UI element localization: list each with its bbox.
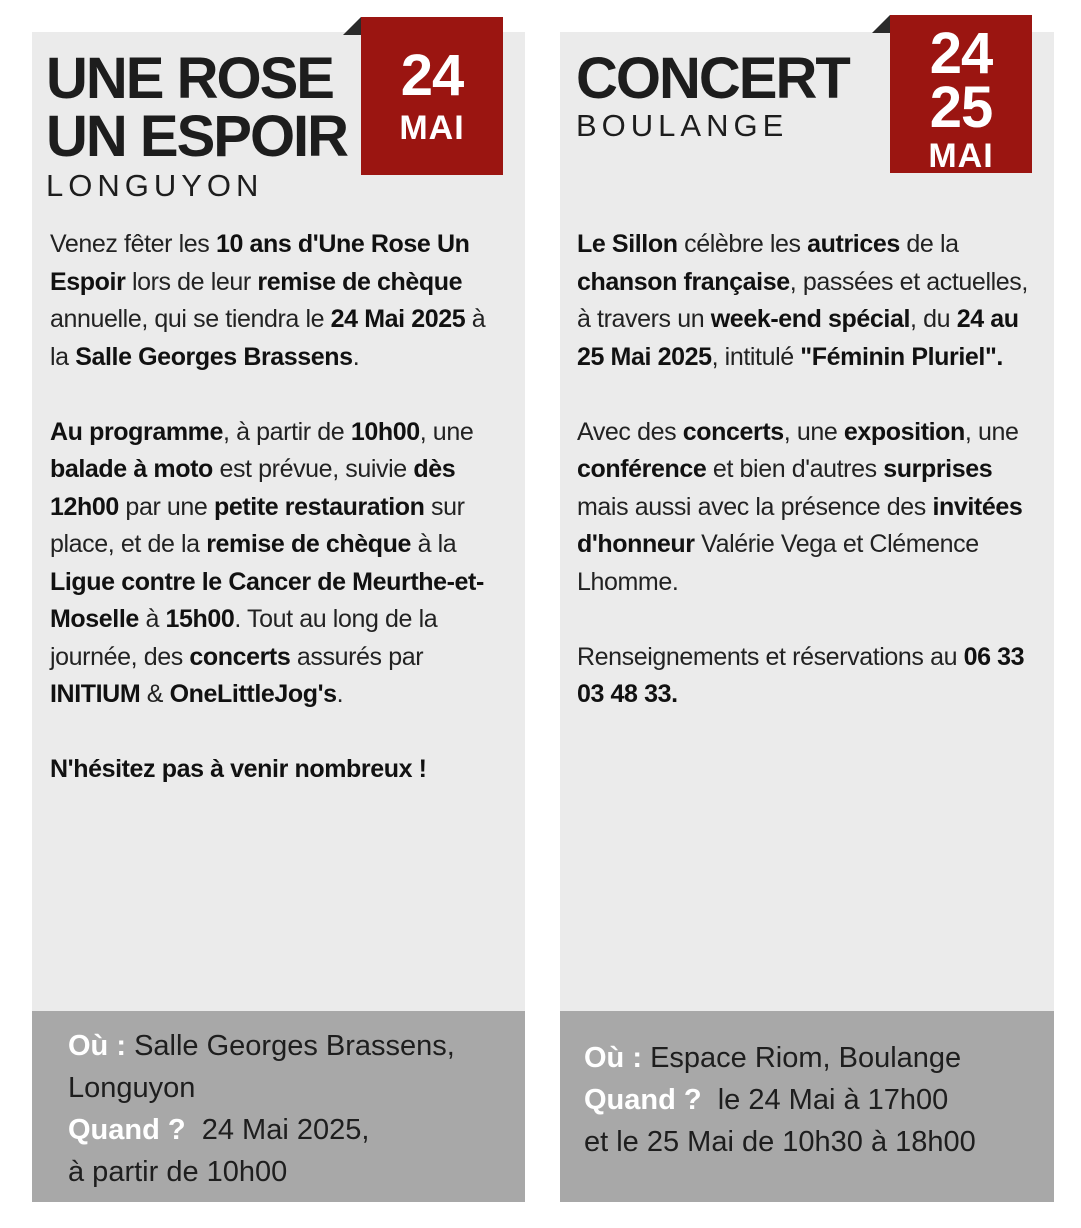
- paragraph-contact: [577, 639, 1039, 714]
- highlight-text: Salle Georges Brassens: [75, 342, 353, 371]
- highlight-text: concerts: [682, 417, 784, 446]
- highlight-text: remise de chèque: [206, 530, 412, 558]
- body-text-run: à la: [50, 305, 486, 371]
- where-value: Salle Georges Brassens,: [134, 1030, 455, 1062]
- body-text-run: .: [336, 680, 344, 708]
- paragraph-program: [577, 414, 1039, 602]
- date-badge: [361, 17, 503, 175]
- highlight-text: Le Sillon: [577, 230, 678, 258]
- highlight-text: INITIUM: [50, 680, 141, 708]
- body-text-run: .: [352, 342, 360, 371]
- highlight-text: dès 12h00: [50, 455, 456, 521]
- highlight-text: petite restauration: [213, 492, 425, 521]
- highlight-text: chanson française: [577, 267, 790, 296]
- where-label: Où :: [584, 1042, 642, 1074]
- when-label: Quand ?: [584, 1084, 702, 1116]
- highlight-text: 24 au 25 Mai 2025: [577, 305, 1019, 371]
- paragraph-intro: [577, 226, 1039, 376]
- body-text-run: Renseignements et réservations au: [577, 642, 964, 671]
- event-card-une-rose: [32, 32, 525, 1202]
- where-value-cont: Longuyon: [68, 1072, 196, 1104]
- highlight-text: 06 33 03 48 33.: [577, 642, 1025, 708]
- event-title: [46, 46, 348, 169]
- title-line-2: UN ESPOIR: [46, 104, 348, 169]
- date-day-end: 25: [929, 75, 993, 140]
- when-value: le 24 Mai à 17h00: [717, 1084, 949, 1116]
- when-value-cont: à partir de 10h00: [68, 1156, 288, 1188]
- body-text-run: lors de leur: [125, 267, 258, 296]
- body-text-run: assurés par: [290, 642, 424, 671]
- title-line-1: UNE ROSE: [46, 46, 333, 111]
- body-text-run: , à partir de: [223, 417, 351, 446]
- body-text-run: et bien d'autres: [706, 455, 884, 483]
- highlight-text: invitées d'honneur: [577, 492, 1023, 558]
- body-text-run: mais aussi avec la présence des: [577, 492, 933, 521]
- highlight-text: week-end spécial: [710, 305, 911, 333]
- highlight-text: conférence: [577, 455, 707, 483]
- highlight-text: OneLittleJog's: [169, 680, 337, 708]
- highlight-text: autrices: [807, 230, 900, 258]
- body-text-run: de la: [899, 230, 959, 258]
- date-badge: [890, 15, 1032, 173]
- practical-info: [32, 1011, 525, 1202]
- date-day-start: 24: [929, 21, 993, 86]
- event-description: [50, 226, 510, 826]
- highlight-text: "Féminin Pluriel".: [800, 342, 1003, 371]
- body-text-run: , une: [964, 417, 1019, 446]
- highlight-text: balade à moto: [50, 455, 213, 483]
- body-text-run: à la: [411, 530, 457, 558]
- event-description: [577, 226, 1039, 751]
- when-value-cont: et le 25 Mai de 10h30 à 18h00: [584, 1126, 976, 1158]
- where-label: Où :: [68, 1030, 126, 1062]
- body-text-run: &: [140, 680, 170, 708]
- body-text-run: à: [138, 605, 166, 633]
- event-location: BOULANGE: [576, 108, 789, 143]
- body-text-run: annuelle, qui se tiendra le: [50, 305, 331, 333]
- highlight-text: concerts: [189, 642, 291, 671]
- body-text-run: , du: [910, 305, 957, 333]
- practical-info: [560, 1011, 1054, 1202]
- date-month: MAI: [928, 137, 994, 175]
- body-text-run: , une: [783, 417, 844, 446]
- body-text-run: est prévue, suivie: [212, 455, 414, 483]
- date-month: MAI: [399, 109, 465, 147]
- highlight-text: surprises: [883, 455, 993, 483]
- highlight-text: remise de chèque: [257, 267, 463, 296]
- highlight-text: Ligue contre le Cancer de Meurthe-et-Moselle: [50, 567, 484, 633]
- body-text-run: Valérie Vega et Clémence Lhomme.: [577, 530, 979, 596]
- highlight-text: 10h00: [350, 417, 420, 446]
- highlight-text: exposition: [843, 417, 965, 446]
- highlight-text: 24 Mai 2025: [330, 305, 466, 333]
- paragraph-closing: N'hésitez pas à venir nombreux !: [50, 755, 427, 783]
- date-day: 24: [400, 43, 464, 108]
- highlight-text: 15h00: [165, 605, 235, 633]
- body-text-run: . Tout au long de la journée, des: [50, 605, 438, 671]
- highlight-text: 10 ans d'Une Rose Un Espoir: [50, 230, 470, 296]
- event-card-concert: [560, 21, 1054, 1202]
- body-text-run: Avec des: [577, 417, 683, 446]
- event-location: LONGUYON: [46, 168, 264, 203]
- body-text-run: , une: [419, 417, 474, 446]
- when-value: 24 Mai 2025,: [201, 1114, 370, 1146]
- paragraph-program: [50, 414, 510, 714]
- body-text-run: Venez fêter les: [50, 230, 216, 258]
- body-text-run: célèbre les: [677, 230, 808, 258]
- highlight-text: Au programme: [50, 417, 224, 446]
- paragraph-intro: [50, 226, 510, 376]
- body-text-run: , intitulé: [711, 342, 801, 371]
- event-title: CONCERT: [576, 46, 849, 111]
- body-text-run: sur place, et de la: [50, 492, 465, 558]
- body-text-run: , passées et actuelles, à travers un: [577, 267, 1028, 333]
- where-value: Espace Riom, Boulange: [650, 1042, 962, 1074]
- when-label: Quand ?: [68, 1114, 186, 1146]
- body-text-run: par une: [118, 492, 214, 521]
